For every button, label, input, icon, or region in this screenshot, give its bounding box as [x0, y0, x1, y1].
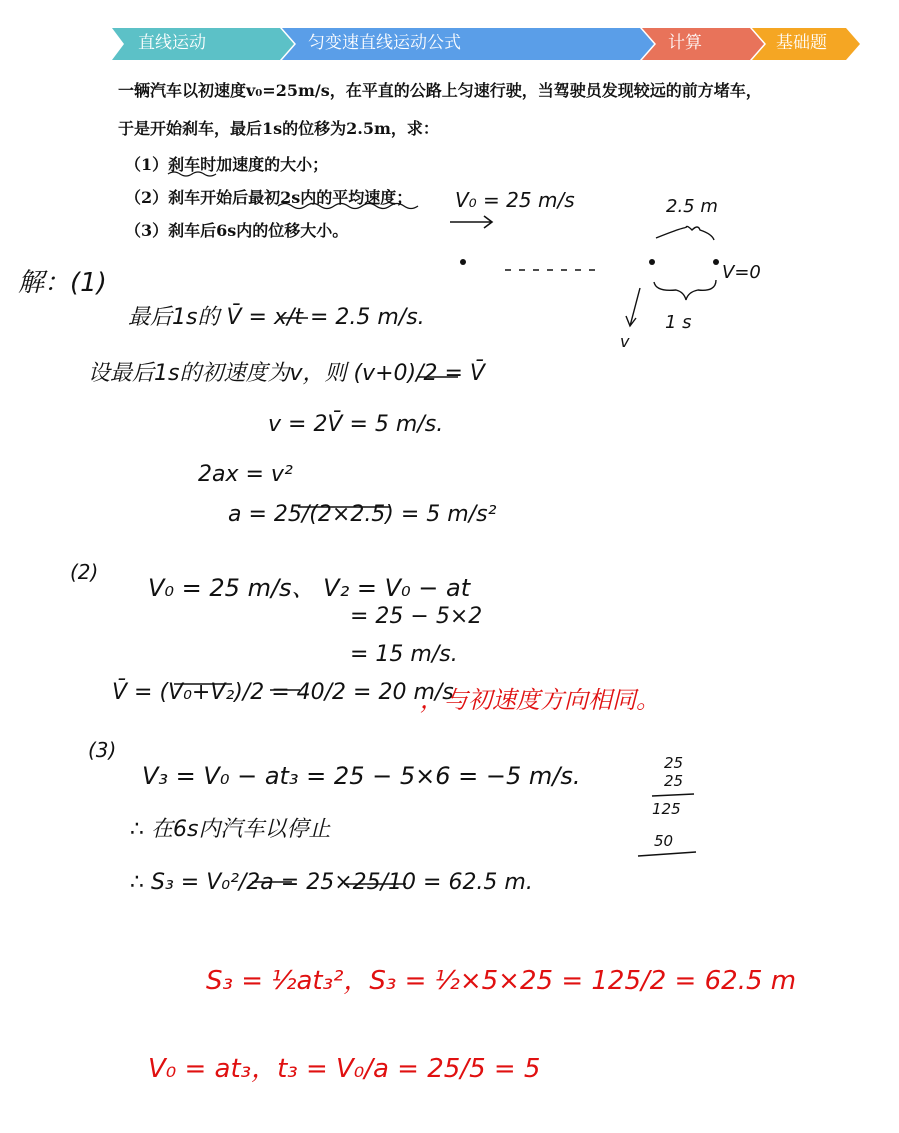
part3-head: (3) — [88, 738, 117, 762]
part1-line-5: a = 25/(2×2.5) = 5 m/s² — [228, 502, 497, 527]
breadcrumb-seg-3[interactable] — [642, 28, 764, 60]
red-line-1: S₃ = ½at₃²，S₃ = ½×5×25 = 125/2 = 62.5 m — [206, 966, 797, 996]
scratch-1: 25 — [664, 754, 684, 772]
brake-point — [649, 259, 655, 265]
problem-line-2: 于是开始刹车，最后1s的位移为2.5m，求： — [118, 119, 439, 138]
breadcrumb — [0, 0, 899, 90]
arrow-v0 — [450, 216, 492, 228]
part1-line-2: 设最后1s的初速度为v，则 (v+0)/2 = V̄ — [88, 361, 485, 386]
red-line-2: V₀ = at₃，t₃ = V₀/a = 25/5 = 5 — [148, 1054, 541, 1084]
part2-note: ，与初速度方向相同。 — [420, 686, 660, 714]
brace-bottom — [654, 280, 716, 300]
sketch-v-label: v — [620, 332, 630, 351]
breadcrumb-item-1[interactable]: 直线运动 — [138, 33, 206, 53]
breadcrumb-item-4[interactable]: 基础题 — [776, 33, 827, 53]
question-1: （1）刹车时加速度的大小； — [125, 155, 329, 174]
brace-top — [656, 226, 714, 240]
part2-head: (2) — [70, 560, 99, 584]
solution-head: 解：(1) — [18, 268, 107, 298]
sketch-vend-label: V=0 — [722, 262, 761, 283]
breadcrumb-item-3[interactable]: 计算 — [668, 33, 702, 53]
arrow-v — [626, 288, 640, 326]
part3-line-1: V₃ = V₀ − at₃ = 25 − 5×6 = −5 m/s. — [142, 762, 581, 790]
question-3: （3）刹车后6s内的位移大小。 — [125, 221, 349, 240]
scratch-2: 25 — [664, 772, 684, 790]
scratch-4: 50 — [654, 832, 674, 850]
part3-line-2: ∴ 在6s内汽车以停止 — [130, 817, 331, 842]
stop-point — [713, 259, 719, 265]
part1-line-4: 2ax = v² — [198, 462, 293, 487]
problem-line-1: 一辆汽车以初速度v₀=25m/s，在平直的公路上匀速行驶，当驾驶员发现较远的前方堵车， — [118, 81, 762, 100]
scratch-3: 125 — [652, 800, 681, 818]
question-2: （2）刹车开始后最初2s内的平均速度； — [125, 188, 413, 207]
sketch-time-label: 1 s — [665, 312, 692, 333]
part1-line-3: v = 2V̄ = 5 m/s. — [268, 412, 444, 437]
part3-line-3: ∴ S₃ = V₀²/2a = 25×25/10 = 62.5 m. — [130, 870, 533, 895]
breadcrumb-item-2[interactable]: 匀变速直线运动公式 — [308, 33, 461, 53]
sketch-distance-label: 2.5 m — [666, 196, 718, 217]
sketch-v0-label: V₀ = 25 m/s — [455, 188, 575, 212]
part2-line-2: = 25 − 5×2 — [350, 604, 483, 629]
part2-line-1: V₀ = 25 m/s、 V₂ = V₀ − at — [148, 574, 471, 602]
part2-line-3: = 15 m/s. — [350, 642, 458, 667]
part2-line-4: V̄ = (V₀+V₂)/2 = 40/2 = 20 m/s — [112, 680, 454, 705]
part1-line-1: 最后1s的 V̄ = x/t = 2.5 m/s. — [128, 305, 425, 330]
start-point — [460, 259, 466, 265]
